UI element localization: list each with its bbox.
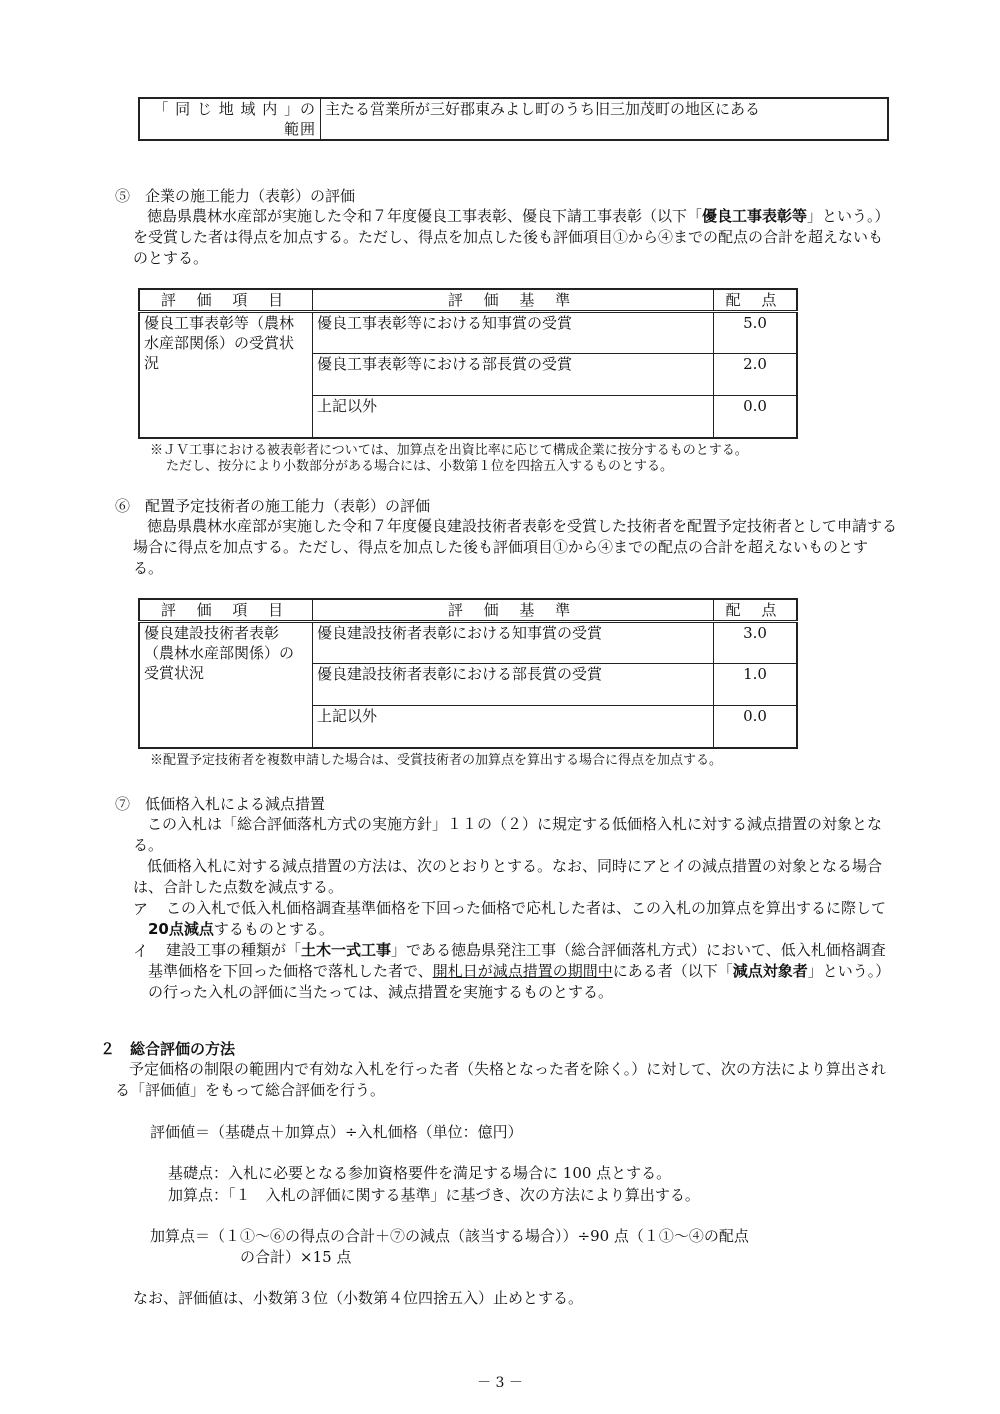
sec2-formula: 評価値＝（基礎点＋加算点）÷入札価格（単位：億円）	[150, 1123, 523, 1141]
s6-note: ※配置予定技術者を複数申請した場合は、受賞技術者の加算点を算出する場合に得点を加点する。	[150, 753, 723, 768]
s5-col-criteria: 評 価 基 準	[313, 289, 714, 312]
s6-col-criteria: 評 価 基 準	[313, 599, 714, 622]
s6-item: 優良建設技術者表彰（農林水産部関係）の受賞状況	[139, 622, 313, 748]
sec2-base: 基礎点：入札に必要となる参加資格要件を満足する場合に 100 点とする。	[168, 1164, 672, 1182]
s5-points: 2.0	[714, 354, 798, 396]
s5-note-1: ※ＪＶ工事における被表彰者については、加算点を出資比率に応じて構成企業に按分するものとする。	[150, 443, 748, 458]
page-number: － 3 －	[477, 1375, 523, 1391]
sec2-paragraph: 予定価格の制限の範囲内で有効な入札を行った者（失格となった者を除く。）に対して、次の方法により算出される「評価値」をもって総合評価を行う。	[115, 1060, 886, 1099]
s6-criterion: 優良建設技術者表彰における部長賞の受賞	[313, 664, 714, 706]
s7-item-a: この入札で低入札価格調査基準価格を下回った価格で応札した者は、この入札の加算点を算出するに際して20点減点するものとする。	[148, 899, 887, 938]
s7-bold-target: 減点対象者	[732, 962, 808, 980]
s5-points: 0.0	[714, 396, 798, 438]
s6-heading: ⑥ 配置予定技術者の施工能力（表彰）の評価	[115, 497, 431, 515]
s6-points: 1.0	[714, 664, 798, 706]
s5-paragraph: 徳島県農林水産部が実施した令和７年度優良工事表彰、優良下請工事表彰（以下「優良工事表彰等」という。）を受賞した者は得点を加点する。ただし、得点を加点した後も評価項目①から④までの配点の合計を超えないものとする。	[133, 207, 890, 267]
sec2-heading: ２ 総合評価の方法	[100, 1040, 236, 1058]
s5-col-item: 評 価 項 目	[139, 289, 313, 312]
s5-col-points: 配 点	[714, 289, 798, 312]
area-label: 「 同 じ 地 域 内 」の範囲	[139, 98, 321, 140]
s5-points: 5.0	[714, 312, 798, 354]
s7-bold-civil: 土木一式工事	[301, 941, 392, 959]
s7-heading: ⑦ 低価格入札による減点措置	[115, 795, 326, 813]
s7-paragraph-2: 低価格入札に対する減点措置の方法は、次のとおりとする。なお、同時にアとイの減点措置の対象となる場合は、合計した点数を減点する。	[133, 857, 883, 896]
area-value: 主たる営業所が三好郡東みよし町のうち旧三加茂町の地区にある	[321, 98, 889, 140]
s7-item-i: 建設工事の種類が「土木一式工事」である徳島県発注工事（総合評価落札方式）において、低入札価格調査基準価格を下回った価格で落札した者で、開札日が減点措置の期間中にある者（以下「減点対象者」という。）の行った入札の評価に当たっては、減点措置を実施するものとする。	[148, 941, 891, 1001]
s5-note-2: ただし、按分により小数部分がある場合には、小数第１位を四捨五入するものとする。	[166, 459, 674, 474]
sec2-add: 加算点：「１ 入札の評価に関する基準」に基づき、次の方法により算出する。	[168, 1186, 700, 1204]
s5-criterion: 優良工事表彰等における部長賞の受賞	[313, 354, 714, 396]
s5-table	[138, 288, 798, 439]
sec2-add-formula-2: の合計）×15 点	[240, 1248, 352, 1266]
s7-item-a-mark: ア	[133, 900, 149, 918]
s7-underline-period: 開札日が減点措置の期間中	[432, 962, 613, 980]
s7-paragraph-1: この入札は「総合評価落札方式の実施方針」１１の（２）に規定する低価格入札に対する減点措置の対象となる。	[133, 815, 883, 854]
s6-points: 0.0	[714, 706, 798, 748]
s5-item: 優良工事表彰等（農林水産部関係）の受賞状況	[139, 312, 313, 438]
s6-col-item: 評 価 項 目	[139, 599, 313, 622]
s6-criterion: 上記以外	[313, 706, 714, 748]
s6-col-points: 配 点	[714, 599, 798, 622]
s7-item-i-mark: イ	[133, 942, 149, 960]
sec2-add-formula-1: 加算点＝（１①～⑥の得点の合計＋⑦の減点（該当する場合））÷90 点（１①～④の配点	[150, 1227, 749, 1245]
s7-bold-20pt: 20点減点	[148, 920, 214, 938]
s5-heading: ⑤ 企業の施工能力（表彰）の評価	[115, 187, 356, 205]
s6-table	[138, 598, 798, 749]
s6-criterion: 優良建設技術者表彰における知事賞の受賞	[313, 622, 714, 664]
sec2-final: なお、評価値は、小数第３位（小数第４位四捨五入）止めとする。	[133, 1289, 584, 1307]
s5-bold-term: 優良工事表彰等	[702, 207, 808, 225]
s6-paragraph: 徳島県農林水産部が実施した令和７年度優良建設技術者表彰を受賞した技術者を配置予定技術者として申請する場合に得点を加点する。ただし、得点を加点した後も評価項目①から④までの配点の合計を超えないものとする。	[133, 517, 898, 577]
s5-criterion: 上記以外	[313, 396, 714, 438]
s5-criterion: 優良工事表彰等における知事賞の受賞	[313, 312, 714, 354]
area-table	[138, 97, 889, 141]
s6-points: 3.0	[714, 622, 798, 664]
